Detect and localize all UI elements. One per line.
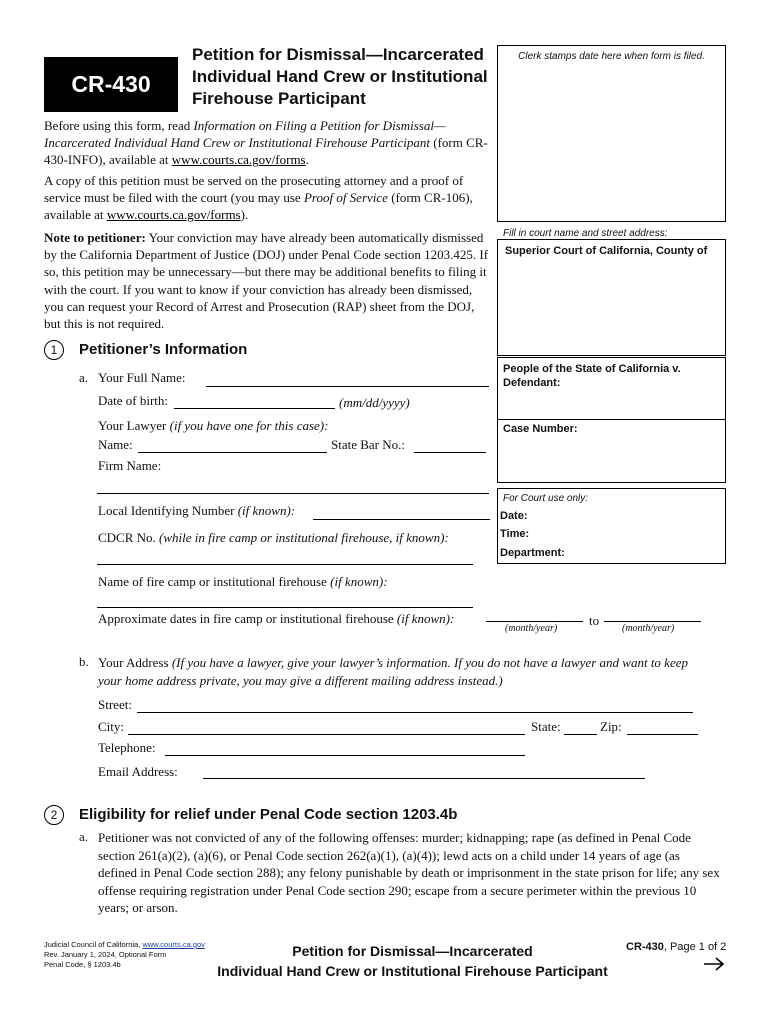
- court-name-box[interactable]: [497, 239, 726, 356]
- dob-field[interactable]: [174, 408, 335, 409]
- clerk-stamp-label: Clerk stamps date here when form is filed.: [518, 51, 705, 62]
- to-label: to: [589, 613, 600, 628]
- camp-dates-hint: (if known):: [393, 611, 455, 626]
- cdcr-label: [98, 530, 449, 546]
- intro-p1-text-b: (form CR-430-INFO), available at: [44, 135, 488, 168]
- email-field[interactable]: [203, 778, 645, 779]
- state-bar-field[interactable]: [414, 452, 486, 453]
- lawyer-label-text: Your Lawyer: [98, 418, 167, 433]
- lawyer-label: [98, 418, 328, 434]
- footer-council: [44, 940, 205, 950]
- camp-dates-label: [98, 611, 454, 627]
- court-fill-label: Fill in court name and street address:: [503, 228, 668, 239]
- end-month-year-hint: (month/year): [622, 623, 675, 634]
- telephone-field[interactable]: [165, 755, 525, 756]
- item-a-marker: a.: [79, 370, 89, 385]
- intro-p1-text-c: .: [305, 152, 309, 168]
- zip-label: Zip:: [600, 719, 622, 734]
- section-2-item-a-marker: a.: [79, 829, 89, 844]
- camp-dates-label-text: Approximate dates in fire camp or institutional firehouse: [98, 611, 394, 626]
- section-2-number: 2: [44, 805, 64, 825]
- footer-title-line2: Individual Hand Crew or Institutional Firehouse Participant: [217, 963, 608, 979]
- footer-page-info: [626, 941, 726, 953]
- intro-p1-text-a: Before using this form, read: [44, 118, 194, 133]
- people-label: People of the State of California v. Defendant:: [503, 363, 681, 389]
- case-number-box[interactable]: [497, 419, 726, 483]
- camp-name-label: [98, 574, 388, 590]
- local-id-field[interactable]: [313, 519, 490, 520]
- court-use-label: For Court use only:: [503, 493, 589, 504]
- firm-name-label: Firm Name:: [98, 458, 162, 473]
- intro-p1-italic: Information on Filing a Petition for Dismissal—Incarcerated Individual Hand Crew or Institutional Firehouse Participant: [44, 118, 446, 151]
- footer-title: [200, 941, 625, 981]
- full-name-label: Your Full Name:: [98, 370, 186, 385]
- date-label: Date:: [500, 510, 528, 522]
- note-text: Your conviction may have already been automatically dismissed by the California Department of Justice (DOJ) under Penal Code section 1203.425. If so, this petition may be unnecessary—but there may be additional benefits to filing it with the court. If you want to know if your conviction has already been dismissed, you can request your Record of Arrest and Prosecution (RAP) sheet from the DOJ, but this is not required.: [44, 230, 489, 332]
- intro-p2-italic: Proof of Service: [303, 190, 388, 206]
- lawyer-hint: (if you have one for this case):: [166, 418, 329, 433]
- department-label: Department:: [500, 547, 565, 559]
- email-label: Email Address:: [98, 764, 178, 779]
- footer-rev: Rev. January 1, 2024, Optional Form: [44, 950, 167, 959]
- courts-forms-link[interactable]: www.courts.ca.gov/forms: [171, 152, 306, 168]
- address-hint: (If you have a lawyer, give your lawyer’s information. If you do not have a lawyer and want to keep your home address private, you may give a different mailing address instead.): [98, 655, 688, 688]
- form-title-line3: Firehouse Participant: [192, 89, 366, 108]
- intro-paragraph-2: [44, 172, 494, 224]
- cdcr-hint: (while in fire camp or institutional firehouse, if known):: [155, 530, 449, 545]
- footer-title-line1: Petition for Dismissal—Incarcerated: [292, 943, 533, 959]
- case-number-label: Case Number:: [503, 423, 578, 435]
- start-month-year-hint: (month/year): [505, 623, 558, 634]
- intro-p2-text-b: (form CR-106), available at: [44, 190, 473, 223]
- form-title: [192, 44, 497, 110]
- cdcr-field[interactable]: [97, 564, 473, 565]
- zip-field[interactable]: [627, 734, 698, 735]
- note-bold-label: Note to petitioner:: [44, 230, 146, 245]
- court-name-label: Superior Court of California, County of: [505, 245, 708, 257]
- clerk-stamp-box[interactable]: [497, 45, 726, 222]
- camp-name-hint: (if known):: [326, 574, 388, 589]
- form-title-line2: Individual Hand Crew or Institutional: [192, 67, 488, 86]
- form-title-line1: Petition for Dismissal—Incarcerated: [192, 45, 484, 64]
- camp-name-field[interactable]: [97, 607, 473, 608]
- firm-name-field[interactable]: [97, 493, 489, 494]
- note-to-petitioner: [44, 229, 494, 332]
- dob-label: Date of birth:: [98, 393, 169, 408]
- item-b-marker: b.: [79, 654, 89, 669]
- intro-p2-text-c: ).: [240, 207, 249, 223]
- address-label: Your Address: [98, 655, 169, 670]
- state-field[interactable]: [564, 734, 597, 735]
- telephone-label: Telephone:: [98, 740, 156, 755]
- state-label: State:: [531, 719, 561, 734]
- section-2-item-a-text: Petitioner was not convicted of any of the following offenses: murder; kidnapping; rape (as defined in Penal Code section 261(a)(2), (a)(6), or Penal Code section 262(a)(1), (a)(4)); lewd acts on a child under 14 years of age (as defined in Penal Code section 288); any felony punishable by death or imprisonment in the state prison for life; any sex offense requiring registration under Penal Code section 290; escape from a secure perimeter within the previous 10 years; or arson.: [98, 830, 720, 915]
- section-1-number: 1: [44, 340, 64, 360]
- local-id-label: [98, 503, 295, 519]
- address-instructions: [98, 654, 708, 689]
- camp-end-date-field[interactable]: [604, 621, 701, 622]
- lawyer-name-label: Name:: [98, 437, 133, 452]
- court-use-box: [497, 488, 726, 564]
- case-title-box[interactable]: [497, 357, 726, 420]
- state-bar-label: State Bar No.:: [331, 437, 406, 452]
- lawyer-name-field[interactable]: [138, 452, 327, 453]
- intro-p2-text-a: A copy of this petition must be served on the prosecuting attorney and a proof of service must be filed with the court (you may use: [44, 173, 464, 206]
- section-2-title: Eligibility for relief under Penal Code section 1203.4b: [79, 806, 458, 823]
- footer-code: Penal Code, § 1203.4b: [44, 960, 121, 969]
- time-label: Time:: [500, 528, 530, 540]
- footer-meta: [44, 940, 205, 970]
- local-id-hint: (if known):: [234, 503, 296, 518]
- courts-forms-link-2[interactable]: www.courts.ca.gov/forms: [106, 207, 241, 223]
- footer-page-number: , Page 1 of 2: [663, 941, 727, 953]
- cdcr-label-text: CDCR No.: [98, 530, 156, 545]
- camp-start-date-field[interactable]: [486, 621, 583, 622]
- city-label: City:: [98, 719, 125, 734]
- dob-hint: (mm/dd/yyyy): [339, 395, 410, 410]
- city-field[interactable]: [128, 734, 525, 735]
- local-id-label-text: Local Identifying Number: [98, 503, 235, 518]
- footer-council-text: Judicial Council of California,: [44, 940, 143, 949]
- arrow-right-icon[interactable]: [703, 956, 725, 977]
- section-1-title: Petitioner’s Information: [79, 341, 248, 358]
- camp-name-label-text: Name of fire camp or institutional firehouse: [98, 574, 327, 589]
- street-label: Street:: [98, 697, 132, 712]
- street-field[interactable]: [137, 712, 693, 713]
- full-name-field[interactable]: [206, 386, 489, 387]
- intro-paragraph-1: [44, 117, 494, 169]
- form-number-badge: CR-430: [44, 57, 178, 112]
- footer-form-number: CR-430: [626, 941, 664, 953]
- footer-courts-link[interactable]: www.courts.ca.gov: [142, 940, 205, 949]
